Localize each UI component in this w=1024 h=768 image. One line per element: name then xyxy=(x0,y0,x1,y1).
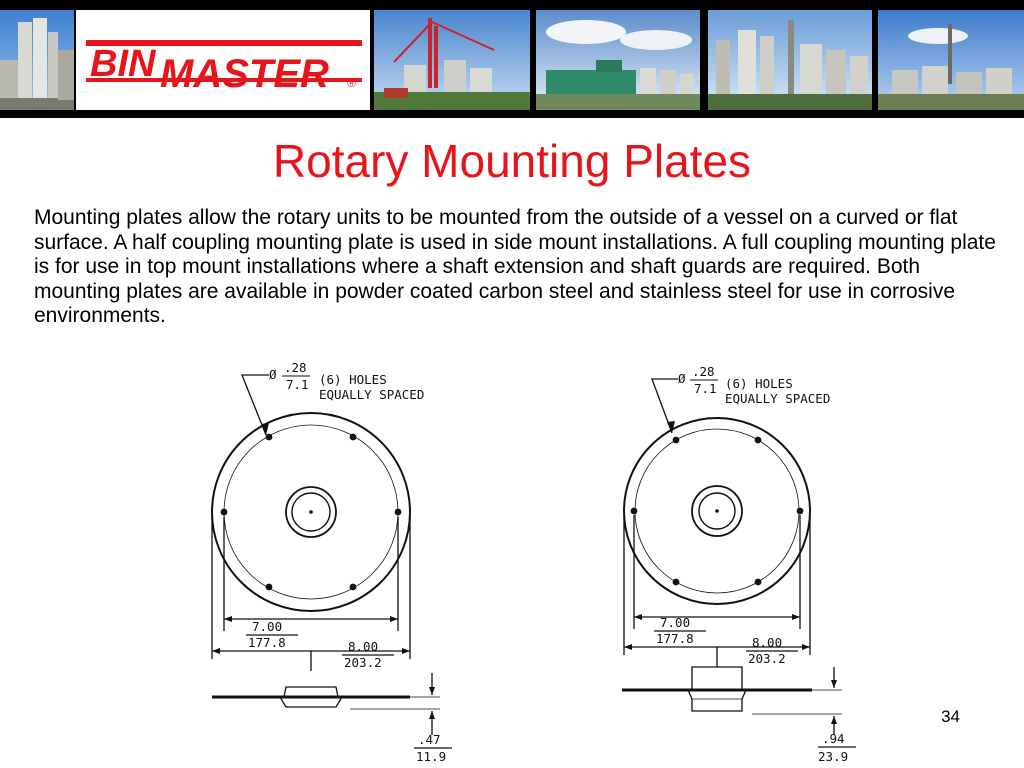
logo-text-master: MASTER xyxy=(160,52,329,96)
bolt-circle-inch: 7.00 xyxy=(660,615,691,630)
plate-diameter-inch: 8.00 xyxy=(348,639,379,654)
height-inch: .47 xyxy=(418,732,441,747)
height-inch: .94 xyxy=(822,731,845,746)
bolt-circle-inch: 7.00 xyxy=(252,619,283,634)
hole-diameter-inch: .28 xyxy=(284,360,307,375)
plate-diameter-mm: 203.2 xyxy=(748,651,786,666)
diameter-symbol: Ø xyxy=(269,367,277,382)
silo-photo-1 xyxy=(0,10,74,110)
height-mm: 23.9 xyxy=(818,749,849,764)
holes-spacing-label: EQUALLY SPACED xyxy=(725,391,831,406)
holes-label: (6) HOLES xyxy=(319,372,387,387)
body-paragraph: Mounting plates allow the rotary units to be mounted from the outside of a vessel on a curved or flat surface. A half coupling mounting plate is used in side mount installations. A full coupling mounting plate is for use in top mount installations where a shaft extension and shaft guards are required. Both mounting plates are available in powder coated carbon steel and stainless steel for use in corrosive environments. xyxy=(34,206,996,328)
holes-spacing-label: EQUALLY SPACED xyxy=(319,387,425,402)
bolt-circle-mm: 177.8 xyxy=(248,635,286,650)
holes-label: (6) HOLES xyxy=(725,376,793,391)
half-coupling-plate-drawing xyxy=(200,355,470,768)
full-coupling-plate-drawing xyxy=(612,355,882,768)
page-number: 34 xyxy=(941,707,960,726)
grain-bins-photo xyxy=(878,10,1024,110)
plate-diameter-inch: 8.00 xyxy=(752,635,783,650)
logo-text-bin: BIN xyxy=(90,43,156,85)
grain-elevator-photo xyxy=(374,10,530,110)
hole-diameter-mm: 7.1 xyxy=(694,381,717,396)
logo-registered: ® xyxy=(347,76,356,90)
bolt-circle-mm: 177.8 xyxy=(656,631,694,646)
header-banner xyxy=(0,0,1024,118)
plant-photo xyxy=(708,10,872,110)
height-mm: 11.9 xyxy=(416,749,447,764)
binmaster-logo xyxy=(76,10,370,110)
hole-diameter-inch: .28 xyxy=(692,364,715,379)
diameter-symbol: Ø xyxy=(678,371,686,386)
hole-diameter-mm: 7.1 xyxy=(286,377,309,392)
factory-photo xyxy=(536,10,700,110)
slide-title: Rotary Mounting Plates xyxy=(272,135,752,187)
plate-diameter-mm: 203.2 xyxy=(344,655,382,670)
